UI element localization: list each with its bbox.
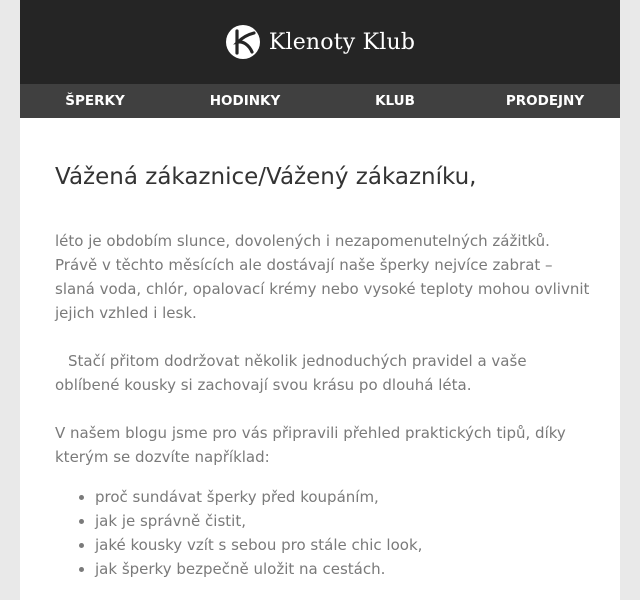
- email-frame: [20, 0, 620, 600]
- nav-item-hodinky[interactable]: HODINKY: [209, 93, 281, 109]
- list-item: • proč sundávat šperky před koupáním,: [95, 485, 590, 509]
- brand-name: Klenoty Klub: [268, 29, 416, 55]
- email-body: [20, 162, 620, 581]
- header: [20, 0, 620, 84]
- intro-paragraph: léto je obdobím slunce, dovolených i nezapomenutelných zážitků. Právě v těchto měsících ale dostávají naše šperky nejvíce zabrat – slaná voda, chlór, opalovací krémy nebo vysoké teploty mohou ovlivnit jejich vzhled i lesk.: [55, 232, 590, 322]
- nav-item-prodejny[interactable]: PRODEJNY: [505, 93, 585, 109]
- klenoty-k-logo-icon: [225, 24, 261, 60]
- rules-paragraph: Stačí přitom dodržovat několik jednoduchých pravidel a vaše oblíbené kousky si zachovají svou krásu po dlouhá léta.: [55, 352, 527, 394]
- nav-item-klub[interactable]: KLUB: [375, 93, 415, 109]
- list-item: • jaké kousky vzít s sebou pro stále chic look,: [95, 533, 590, 557]
- list-item: • jak šperky bezpečně uložit na cestách.: [95, 557, 590, 581]
- greeting-heading: Vážená zákaznice/Vážený zákazníku,: [55, 164, 477, 190]
- tips-list: [55, 485, 590, 581]
- main-nav: [20, 84, 620, 118]
- brand-logo[interactable]: [225, 24, 415, 60]
- nav-item-sperky[interactable]: ŠPERKY: [65, 93, 125, 109]
- blog-paragraph: V našem blogu jsme pro vás připravili přehled praktických tipů, díky kterým se dozvíte například:: [55, 424, 566, 466]
- list-item: • jak je správně čistit,: [95, 509, 590, 533]
